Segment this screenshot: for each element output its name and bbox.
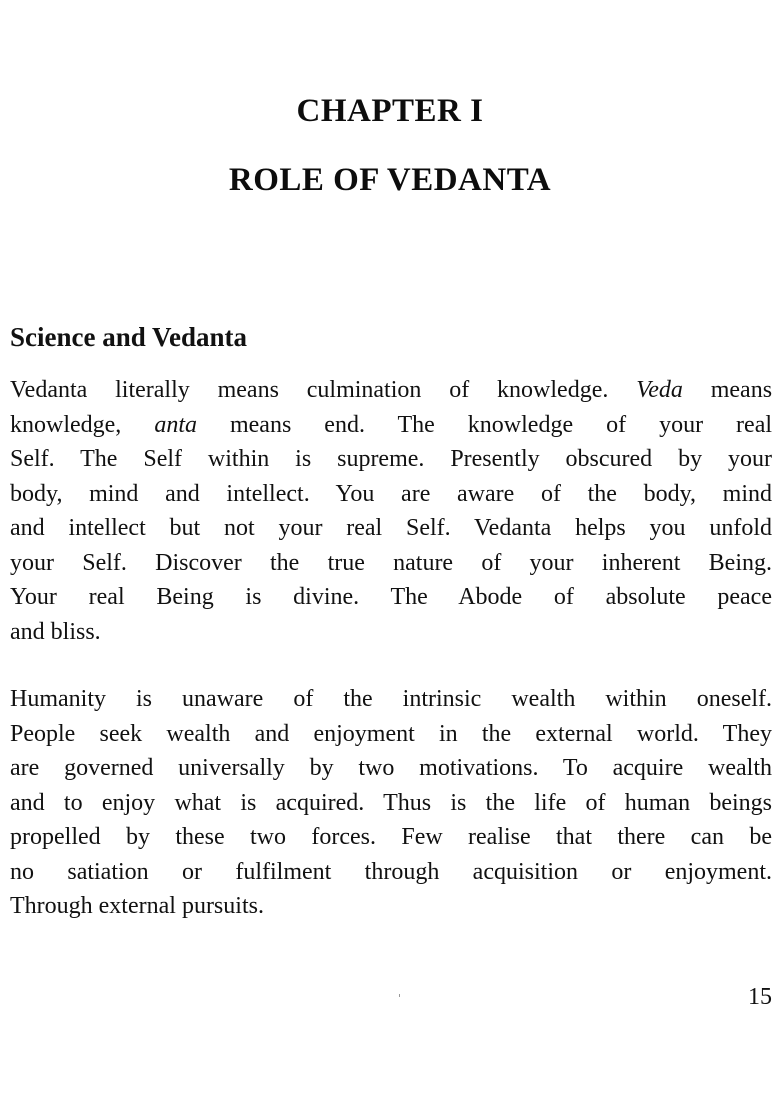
paragraph-1 bbox=[10, 373, 772, 649]
text-run: Vedanta literally means culmination of knowledge. bbox=[10, 377, 609, 403]
chapter-number: CHAPTER I bbox=[296, 93, 484, 129]
text-run: means end. The knowledge of your real bbox=[229, 411, 773, 438]
paragraph-line: People seek wealth and enjoyment in the external world. They bbox=[10, 720, 772, 747]
paragraph-line: and intellect but not your real Self. Vedanta helps you unfold bbox=[10, 515, 772, 541]
paragraph-line: your Self. Discover the true nature of your inherent Being. bbox=[10, 549, 772, 576]
paragraph-line: propelled by these two forces. Few realise that there can be bbox=[10, 824, 772, 850]
italic-term: anta bbox=[154, 411, 197, 438]
paragraph-line: Humanity is unaware of the intrinsic wealth within oneself. bbox=[10, 686, 772, 712]
scan-speck bbox=[399, 994, 400, 997]
paragraph-line: and bliss. bbox=[10, 618, 101, 645]
paragraph-line: Through external pursuits. bbox=[10, 893, 264, 919]
paragraph-line: body, mind and intellect. You are aware of the body, mind bbox=[10, 480, 772, 507]
chapter-title: ROLE OF VEDANTA bbox=[228, 162, 552, 198]
page-number: 15 bbox=[748, 984, 772, 1010]
italic-term: Veda bbox=[636, 377, 683, 403]
paragraph-2 bbox=[10, 682, 772, 924]
paragraph-line: Self. The Self within is supreme. Presently obscured by your bbox=[10, 446, 772, 472]
text-run: knowledge, bbox=[10, 411, 122, 438]
paragraph-line bbox=[10, 373, 772, 408]
paragraph-line: no satiation or fulfilment through acquisition or enjoyment. bbox=[10, 858, 772, 885]
paragraph-line: are governed universally by two motivations. To acquire wealth bbox=[10, 755, 772, 781]
text-run: means bbox=[710, 377, 773, 403]
section-heading: Science and Vedanta bbox=[10, 322, 248, 352]
paragraph-line bbox=[10, 408, 772, 443]
paragraph-line: Your real Being is divine. The Abode of absolute peace bbox=[10, 584, 772, 610]
paragraph-line: and to enjoy what is acquired. Thus is the life of human beings bbox=[10, 789, 772, 816]
